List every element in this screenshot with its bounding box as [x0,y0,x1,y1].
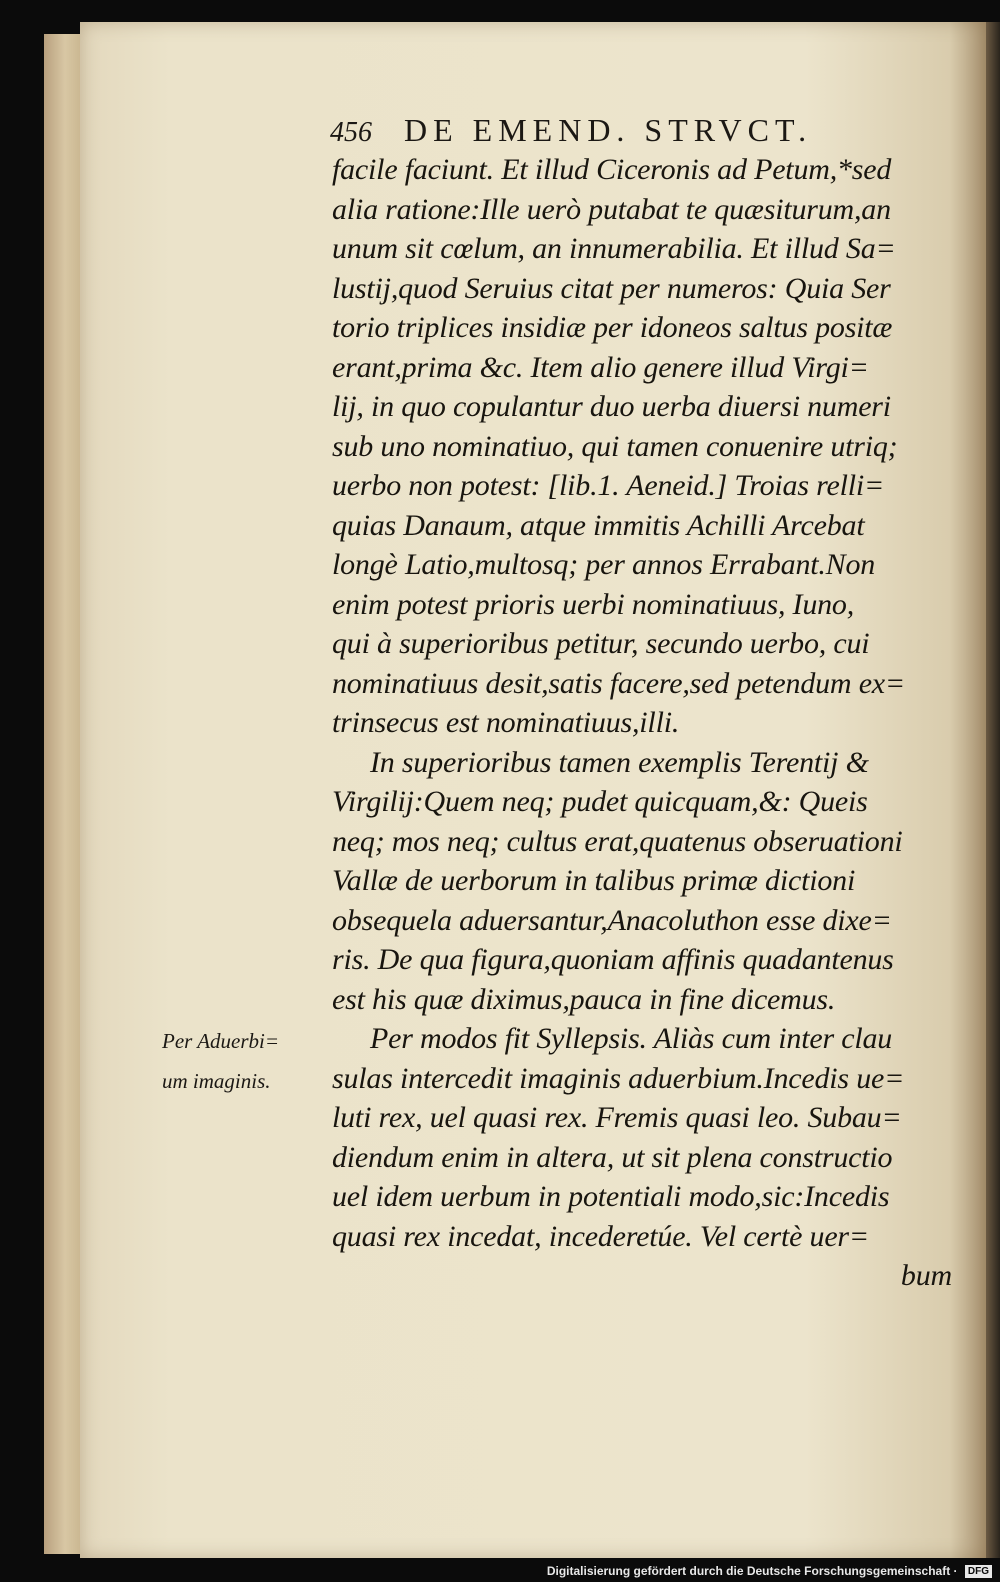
text-line: enim potest prioris uerbi nominatiuus, Iuno, [332,587,855,621]
text-line: lij, in quo copulantur duo uerba diuersi numeri [332,390,891,423]
catchword: bum [900,1259,952,1292]
credit-text: Digitalisierung gefördert durch die Deutsche Forschungsgemeinschaft · [546,1563,958,1578]
text-line: torio triplices insidiæ per idoneos saltus positæ [332,311,893,344]
text-line: In superioribus tamen exemplis Terentij & [370,745,869,779]
text-line: sulas intercedit imaginis aduerbium.Incedis ue= [332,1061,905,1095]
text-line: neq; mos neq; cultus erat,quatenus obseruationi [332,824,903,858]
text-line: quias Danaum, atque immitis Achilli Arcebat [332,508,865,542]
text-line: sub uno nominatiuo, qui tamen conuenire utriq; [332,429,898,463]
text-line: obsequela aduersantur,Anacoluthon esse dixe= [332,903,892,937]
margin-line: um imaginis. [162,1068,271,1093]
text-line: uel idem uerbum in potentiali modo,sic:Incedis [332,1180,890,1213]
text-line: facile faciunt. Et illud Ciceronis ad Petum,*sed [332,153,892,186]
page-number: 456 [330,117,372,148]
text-line: unum sit cœlum, an innumerabilia. Et illud Sa= [332,232,896,265]
marginal-note [162,1022,332,1101]
text-line: Vallæ de uerborum in talibus primæ dictioni [332,864,856,897]
margin-line: Per Aduerbi= [162,1029,280,1053]
text-line: lustij,quod Seruius citat per numeros: Quia Ser [332,271,891,305]
running-title: DE EMEND. STRVCT. [404,112,813,148]
gutter-shadow [986,22,1000,1558]
dfg-logo: DFG [965,1565,992,1578]
text-line: nominatiuus desit,satis facere,sed petendum ex= [332,666,905,700]
digitization-credit [547,1564,992,1578]
text-line: est his quæ diximus,pauca in fine dicemus. [332,982,836,1016]
text-line: Per modos fit Syllepsis. Aliàs cum inter clau [370,1022,893,1055]
text-line: uerbo non potest: [lib.1. Aeneid.] Troias relli= [332,469,885,502]
body-text [332,150,952,1296]
text-line: qui à superioribus petitur, secundo uerbo, cui [332,627,870,660]
text-line: quasi rex incedat, incederetúe. Vel certè uer= [332,1219,869,1253]
text-line: longè Latio,multosq; per annos Errabant.Non [332,548,876,581]
text-line: trinsecus est nominatiuus,illi. [332,706,680,739]
text-line: Virgilij:Quem neq; pudet quicquam,&: Queis [332,785,868,818]
text-line: diendum enim in altera, ut sit plena constructio [332,1140,893,1174]
text-line: ris. De qua figura,quoniam affinis quadantenus [332,943,894,976]
running-header [330,112,950,149]
text-line: luti rex, uel quasi rex. Fremis quasi leo. Subau= [332,1101,902,1134]
text-line: erant,prima &c. Item alio genere illud Virgi= [332,350,869,384]
text-line: alia ratione:Ille uerò putabat te quæsiturum,an [332,192,891,226]
